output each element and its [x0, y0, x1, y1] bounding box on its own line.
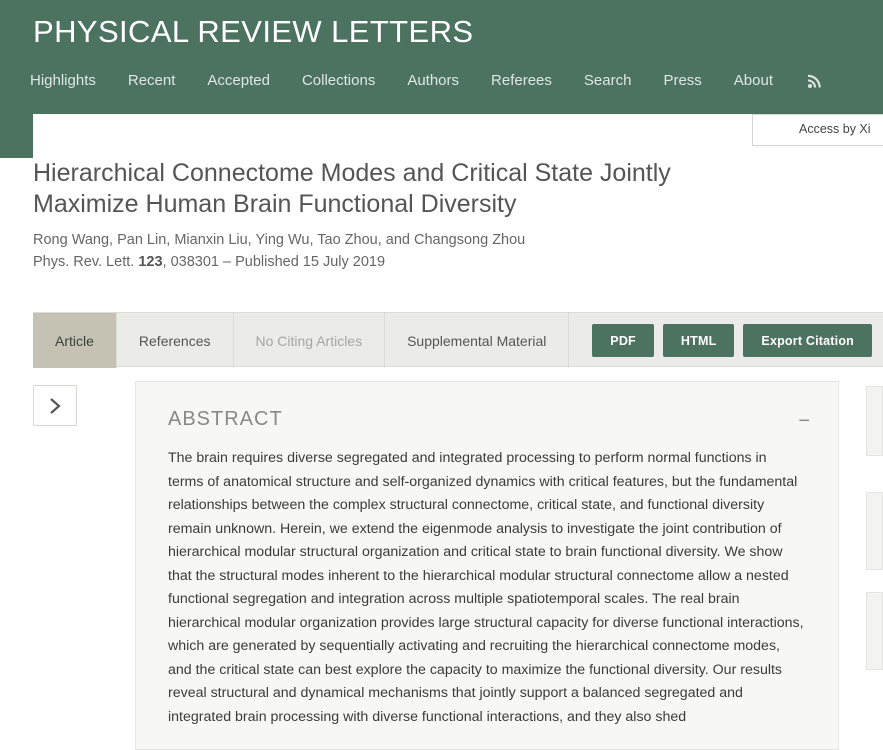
nav-authors[interactable]: Authors: [407, 72, 460, 89]
nav-collections[interactable]: Collections: [301, 72, 376, 89]
nav-press[interactable]: Press: [663, 72, 702, 89]
rss-icon[interactable]: [807, 73, 823, 89]
site-masthead: [0, 0, 883, 114]
side-card-1: [866, 386, 883, 456]
access-label: Access by Xi: [799, 122, 871, 136]
citation-line: [33, 252, 839, 272]
abstract-text: The brain requires diverse segregated and integrated processing to perform normal functions in terms of anatomical structure and self-organized dynamics with critical features, but the fundamental relationships between the complex structural connectome, critical state, and functional diversity remain unknown. Herein, we extend the eigenmode analysis to investigate the joint contribution of hierarchical modular structural organization and critical state to brain functional diversity. We show that the structural modes inherent to the hierarchical modular structural connectome allow a nested functional segregation and integration across multiple spatiotemporal scales. The real brain hierarchical modular organization provides large structural capacity for diverse functional interactions, which are generated by sequentially activating and recruiting the hierarchical connectome modes, and the critical state can best explore the capacity to maximize the functional diversity. Our results reveal structural and dynamical mechanisms that jointly support a balanced segregated and integrated brain processing with diverse functional interactions, and they also shed: [168, 450, 804, 725]
expand-sidebar-button[interactable]: [33, 385, 77, 426]
journal-title: PHYSICAL REVIEW LETTERS: [33, 14, 474, 49]
nav-about[interactable]: About: [733, 72, 773, 89]
export-citation-button[interactable]: Export Citation: [743, 324, 872, 357]
citation-journal: Phys. Rev. Lett.: [33, 254, 139, 270]
article-action-buttons: [592, 324, 872, 357]
citation-rest: , 038301 – Published 15 July 2019: [162, 254, 386, 270]
tab-no-citing-articles: No Citing Articles: [234, 313, 386, 368]
side-card-2: [866, 492, 883, 570]
abstract-header: [136, 382, 838, 431]
abstract-collapse-toggle[interactable]: −: [798, 410, 810, 432]
left-brand-rail: [0, 114, 33, 158]
tab-supplemental-material[interactable]: Supplemental Material: [385, 313, 569, 368]
html-button[interactable]: HTML: [663, 324, 735, 357]
citation-volume: 123: [138, 254, 163, 270]
main-navigation: [30, 72, 823, 89]
tab-list: [33, 313, 569, 368]
nav-accepted[interactable]: Accepted: [207, 72, 270, 89]
article-header: [33, 158, 839, 272]
author-list: Rong Wang, Pan Lin, Mianxin Liu, Ying Wu, Tao Zhou, and Changsong Zhou: [33, 232, 526, 248]
abstract-panel: [135, 381, 839, 750]
pdf-button[interactable]: PDF: [592, 324, 654, 357]
abstract-heading: ABSTRACT: [168, 408, 283, 430]
page-title: Hierarchical Connectome Modes and Critical State Jointly Maximize Human Brain Functional Diversity: [33, 159, 671, 218]
nav-highlights[interactable]: Highlights: [30, 72, 96, 89]
tab-references[interactable]: References: [117, 313, 234, 368]
nav-recent[interactable]: Recent: [127, 72, 176, 89]
nav-referees[interactable]: Referees: [491, 72, 552, 89]
chevron-right-icon: [47, 396, 63, 416]
side-card-3: [866, 592, 883, 670]
nav-search[interactable]: Search: [583, 72, 632, 89]
access-bar: [752, 114, 883, 146]
article-tabbar: [33, 312, 883, 367]
tab-article[interactable]: Article: [33, 313, 117, 368]
